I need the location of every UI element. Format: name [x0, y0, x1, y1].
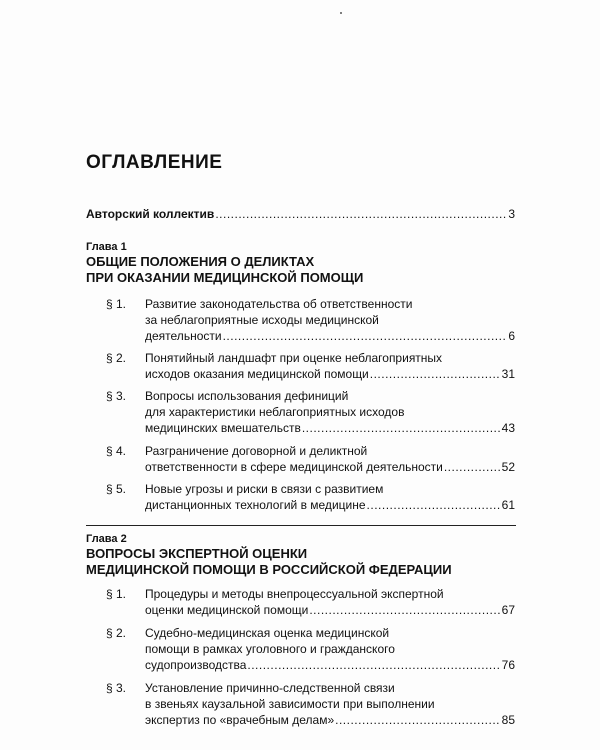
section-title-line: Судебно-медицинская оценка медицинской [145, 626, 390, 640]
print-speck [340, 12, 342, 14]
page-number: 6 [508, 329, 515, 343]
page-number: 43 [501, 421, 515, 435]
toc-entry-ch1-s1 [145, 296, 515, 344]
section-title-line: Развитие законодательства об ответственности [145, 297, 413, 311]
page-number: 85 [501, 713, 515, 727]
toc-entry-ch2-s1 [145, 586, 515, 618]
dot-leader [247, 657, 500, 673]
section-title-line: для характеристики неблагоприятных исходов [145, 405, 405, 419]
section-title-line: за неблагоприятные исходы медицинской [145, 313, 379, 327]
section-title-line: медицинских вмешательств [145, 421, 301, 435]
chapter-2-label: Глава 2 [86, 533, 127, 545]
dot-leader [370, 366, 501, 382]
toc-entry-ch1-s3 [145, 388, 515, 436]
section-title-line: исходов оказания медицинской помощи [145, 367, 369, 381]
section-title-line: помощи в рамках уголовного и гражданского [145, 642, 395, 656]
toc-entry-authors [86, 206, 515, 222]
section-number: § 3. [106, 681, 127, 695]
page-number: 61 [501, 498, 515, 512]
section-number: § 1. [106, 297, 127, 311]
toc-title: ОГЛАВЛЕНИЕ [86, 152, 223, 173]
section-title-line: оценки медицинской помощи [145, 603, 309, 617]
section-title-line: Установление причинно-следственной связи [145, 681, 395, 695]
chapter-title-line: ОБЩИЕ ПОЛОЖЕНИЯ О ДЕЛИКТАХ [86, 254, 315, 269]
section-title-line: Новые угрозы и риски в связи с развитием [145, 482, 384, 496]
dot-leader [444, 459, 501, 475]
dot-leader [367, 497, 501, 513]
dot-leader [215, 206, 507, 222]
section-title-line: судопроизводства [145, 658, 247, 672]
toc-entry-ch2-s3 [145, 680, 515, 728]
toc-entry-ch2-s2 [145, 625, 515, 673]
section-number: § 2. [106, 626, 127, 640]
section-title-line: деятельности [145, 329, 222, 343]
page-number: 76 [501, 658, 515, 672]
dot-leader [309, 602, 500, 618]
page-number: 31 [501, 367, 515, 381]
section-title-line: ответственности в сфере медицинской деятельности [145, 460, 443, 474]
toc-entry-ch1-s5 [145, 481, 515, 513]
section-title-line: Понятийный ландшафт при оценке неблагоприятных [145, 351, 443, 365]
authors-label: Авторский коллектив [86, 207, 215, 221]
chapter-1-title [86, 254, 363, 286]
section-divider [86, 525, 516, 526]
page-number: 52 [501, 460, 515, 474]
chapter-1-label: Глава 1 [86, 241, 127, 253]
chapter-title-line: ПРИ ОКАЗАНИИ МЕДИЦИНСКОЙ ПОМОЩИ [86, 270, 364, 285]
toc-entry-ch1-s4 [145, 443, 515, 475]
section-number: § 2. [106, 351, 127, 365]
page-number: 3 [508, 207, 515, 221]
section-number: § 3. [106, 389, 127, 403]
section-title-line: в звеньях каузальной зависимости при выполнении [145, 697, 435, 711]
section-title-line: дистанционных технологий в медицине [145, 498, 366, 512]
page-number: 67 [501, 603, 515, 617]
chapter-2-title [86, 546, 452, 578]
toc-entry-ch1-s2 [145, 350, 515, 382]
section-number: § 1. [106, 587, 127, 601]
dot-leader [302, 420, 501, 436]
section-number: § 4. [106, 444, 127, 458]
section-title-line: экспертиз по «врачебным делам» [145, 713, 335, 727]
section-number: § 5. [106, 482, 127, 496]
section-title-line: Процедуры и методы внепроцессуальной экспертной [145, 587, 444, 601]
dot-leader [335, 712, 501, 728]
chapter-title-line: МЕДИЦИНСКОЙ ПОМОЩИ В РОССИЙСКОЙ ФЕДЕРАЦИИ [86, 562, 452, 577]
section-title-line: Вопросы использования дефиниций [145, 389, 349, 403]
chapter-title-line: ВОПРОСЫ ЭКСПЕРТНОЙ ОЦЕНКИ [86, 546, 308, 561]
section-title-line: Разграничение договорной и деликтной [145, 444, 368, 458]
dot-leader [223, 328, 508, 344]
